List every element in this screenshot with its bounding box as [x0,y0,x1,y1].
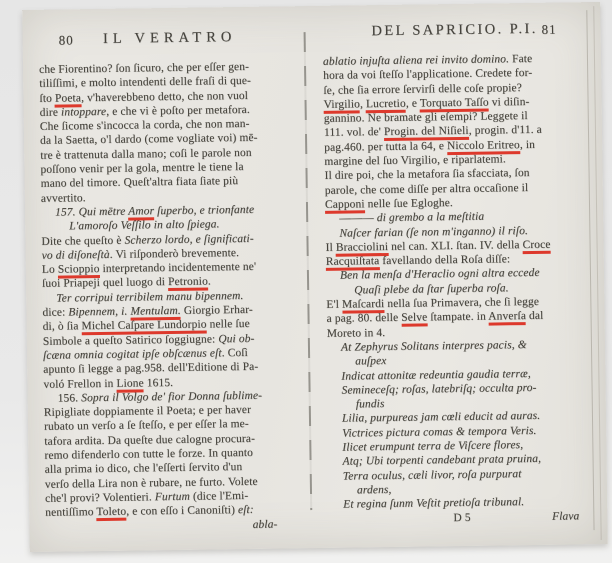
red-underlined-term: Torquato Taſſo [420,96,489,112]
text-segment: margine del ſuo Virgilio, e riparlatemi. [324,153,506,168]
text-segment: Il [325,241,336,254]
text-segment: , e che vi è poſto per metafora. [106,103,250,118]
red-underlined-term: Scioppio [58,263,100,279]
text-segment: dire [39,106,62,119]
text-segment: remo difenderlo con tutte le forze. In quanto [44,446,254,462]
text-segment: ſtampate. in [427,310,489,324]
text-segment: Qui ob- [218,332,255,345]
text-segment: Che ſicome s'incocca la corda, che non man- [39,118,250,134]
text-segment: vo di diſoneſtà [41,248,110,262]
text-segment: abla- [252,518,278,531]
text-segment: 157. [54,206,79,219]
text-segment: Ter corripui terribilem manu bipennem. [56,289,244,305]
left-page-number: 80 [58,32,74,48]
text-segment: ſuoi Priapeji quel luogo di [41,276,169,291]
text-segment: , [359,98,367,111]
text-segment: verſo della Lira non è rubare, ne furto. Volete [44,475,258,491]
text-segment: poſſono venir per la gola, mentre le tiene la [40,161,244,176]
text-segment: Fate [508,52,533,66]
text-segment: 111. vol. de' [323,126,385,140]
text-segment: Giorgio Erhar- [180,303,253,317]
text-segment: , in [519,138,536,151]
text-segment: , progin. d'11. a [468,124,542,138]
text-segment: L'amoroſo Veſſilo in alto ſpiega. [69,218,220,233]
text-segment: dal [525,310,544,323]
text-segment: Victrices pictura comas & tempora Veris. [342,424,537,440]
text-segment: ardens, [356,483,392,497]
red-underlined-term: Progin. del Niſieli [384,125,469,141]
text-segment: di grembo a la meſtitia [376,210,485,225]
text-segment: nel can. XLI. ſtan. IV. della [388,238,523,253]
right-page-number: 81 [541,21,557,37]
left-page-header [39,28,301,56]
text-segment: Il dire poi, che la metafora ſia sfacciata, ſon [324,167,530,183]
text-segment: Scherzo lordo, e ſignificati- [124,232,254,247]
text-segment: ——— [339,212,377,225]
text-segment: nelle ſue Egloghe. [364,197,453,211]
text-segment: Furtum [154,490,190,504]
red-underlined-term: Anverſa [488,310,526,326]
text-segment: eſt: [237,504,254,517]
red-underlined-term: Amor [128,205,154,220]
text-segment: Lo [41,263,58,276]
red-underlined-term: Lucretio [366,98,406,114]
text-segment: Ripigliate doppiamente il Poeta; e per haver [43,404,252,419]
text-segment: ſuperbo, e trionfante [154,203,255,218]
text-segment: , e [405,97,420,110]
red-underlined-term: Lione [116,377,144,392]
text-segment: Moreto in 4. [326,326,386,340]
text-segment: Atq; Ubi torpenti candebant prata pruina, [342,453,542,468]
text-segment: . [207,275,211,288]
text-segment: da la Saetta, o'l dardo (come vogliate voi) mē- [39,132,258,148]
red-underlined-term: Racquiſtata [326,255,380,271]
text-segment: mano del timore. Queſt'altra fiata ſiate più [40,175,239,191]
red-underlined-term: Croce [522,239,550,254]
text-segment: . Coſì [221,346,248,360]
text-segment: hora da voi ſteſſo l'applicatione. Credete for- [323,67,533,83]
text-segment: fundis [355,398,385,411]
text-segment: interpretando incidentemente ne' [99,260,257,276]
red-underlined-term: Virgilio [324,98,361,114]
text-segment: che'l provi? Volentieri. [44,491,155,505]
red-underlined-term: Poeta [55,92,81,107]
red-underlined-term: Bracciolini [336,241,388,257]
text-segment: , v'haverebbeno detto, che non vuol [80,89,249,104]
text-segment: tre è trattenuta dalla mano; coſi le parole non [40,146,252,162]
text-segment: (dice l'Emi- [189,489,249,503]
text-segment: ſcæna omnia cogitat ipſe obſcænus eſt [42,347,222,362]
right-running-title: DEL SAPRICIO. P.I. [371,20,538,40]
text-segment: At Zephyrus Solitans interpres pacis, & [340,338,527,354]
text-segment: E'l [326,298,343,311]
red-underlined-term: Maſcardi [342,298,385,314]
book-page-scan [22,2,608,552]
text-segment: 156. [57,392,82,405]
text-segment: Et regina ſunm Veſtit pretioſa tribunal. [343,496,525,511]
text-segment: D 5 [453,511,471,524]
text-segment: tafora ardita. Da queſte due calogne procura- [44,432,256,448]
text-segment: ablatio injuſta aliena rei invito domino. [322,53,510,68]
right-page [322,20,593,526]
text-segment: avvertito. [40,191,86,205]
text-segment: nella ſua Primavera, che ſi legge [384,295,540,311]
right-page-header [322,20,586,48]
text-segment: Bipennem, i. [68,305,131,319]
text-segment: tiliſſimi, e molto intendenti delle fraſi di que- [39,75,252,91]
text-segment: auſpex [355,355,387,368]
text-segment: pag.460. per tutta la 64, e [324,139,448,154]
text-segment: nentiſſimo [45,506,97,519]
text-segment: Quaſi plebe da ſtar ſuperba roſa. [354,282,509,297]
text-segment: gannino. Ne bramate gli eſempi? Leggete il [323,110,528,126]
text-segment: rubato un verſo a ſe ſteſſo, e per eſſer la me- [43,418,249,434]
red-underlined-term: Niccolo Eritreo [447,139,520,155]
red-underlined-term: Petronio [168,276,208,292]
text-segment: , e con eſſo i Canoniſti) [126,504,239,518]
left-running-title: IL VERATRO [102,29,237,47]
text-segment: ſto [39,92,56,105]
red-underlined-term: Toleto [96,506,126,521]
text-segment: Flava [551,509,580,523]
text-segment: Sopra il Volgo de' fior Donna ſublime- [81,389,263,405]
text-segment: alla prima io dico, che l'eſſerti ſervito d'un [44,461,243,477]
text-segment: Qui mētre [78,205,129,219]
text-segment: dice: [42,306,69,319]
text-segment: Naſcer farian (ſe non m'inganno) il riſo. [339,224,529,240]
text-segment: nelle ſue [206,318,250,331]
left-page-text [39,59,308,534]
left-page [39,28,308,534]
text-segment: Ben la menſa d'Heraclio ogni altra eccede [339,267,540,283]
text-segment: di, ò ſia [42,320,82,334]
text-segment: Ilicet erumpunt terra de Viſcere flores, [342,439,524,454]
right-page-text [323,51,594,526]
text-segment: . Vi riſponderò brevemente. [109,246,240,261]
text-segment: Simbole a queſto Satirico ſoggiugne: [42,332,219,348]
page-edge-line [593,6,601,540]
red-underlined-term: Selve [401,312,427,327]
text-segment: intoppare [60,105,107,119]
red-underlined-term: Capponi [325,198,365,214]
text-segment: a pag. 80. delle [326,312,402,326]
text-segment: apunto ſi legge a pag.958. dell'Editione di Pa- [43,361,259,377]
text-segment: che Fiorentino? ſon ſicuro, che per eſſer gen- [38,60,250,76]
text-segment: parole, che come diſſe per altra occaſione il [324,181,529,197]
text-segment: 1615. [143,376,174,389]
text-segment: favellando della Roſa diſſe: [379,253,511,268]
red-underlined-term: Mentulam. [130,305,181,321]
text-segment: Dite che queſto è [41,234,125,248]
text-segment: Indicat attonitæ redeuntia gaudia terræ, [341,367,531,383]
red-underlined-term: Michel Caſpare Lundorpio [81,319,206,336]
text-segment: Lilia, purpureas jam cœli educit ad auras. [341,410,541,426]
text-segment: Terra oculus, cæli livor, roſa purpurat [342,467,522,483]
text-segment: vi diſin- [488,95,530,109]
text-segment: voló Frellon in [43,377,117,391]
text-segment: Semineceſq; roſas, latebriſq; occulta pro- [341,381,537,397]
text-segment: ſe, che ſia errore ſervirſi delle coſe propie? [323,81,523,97]
